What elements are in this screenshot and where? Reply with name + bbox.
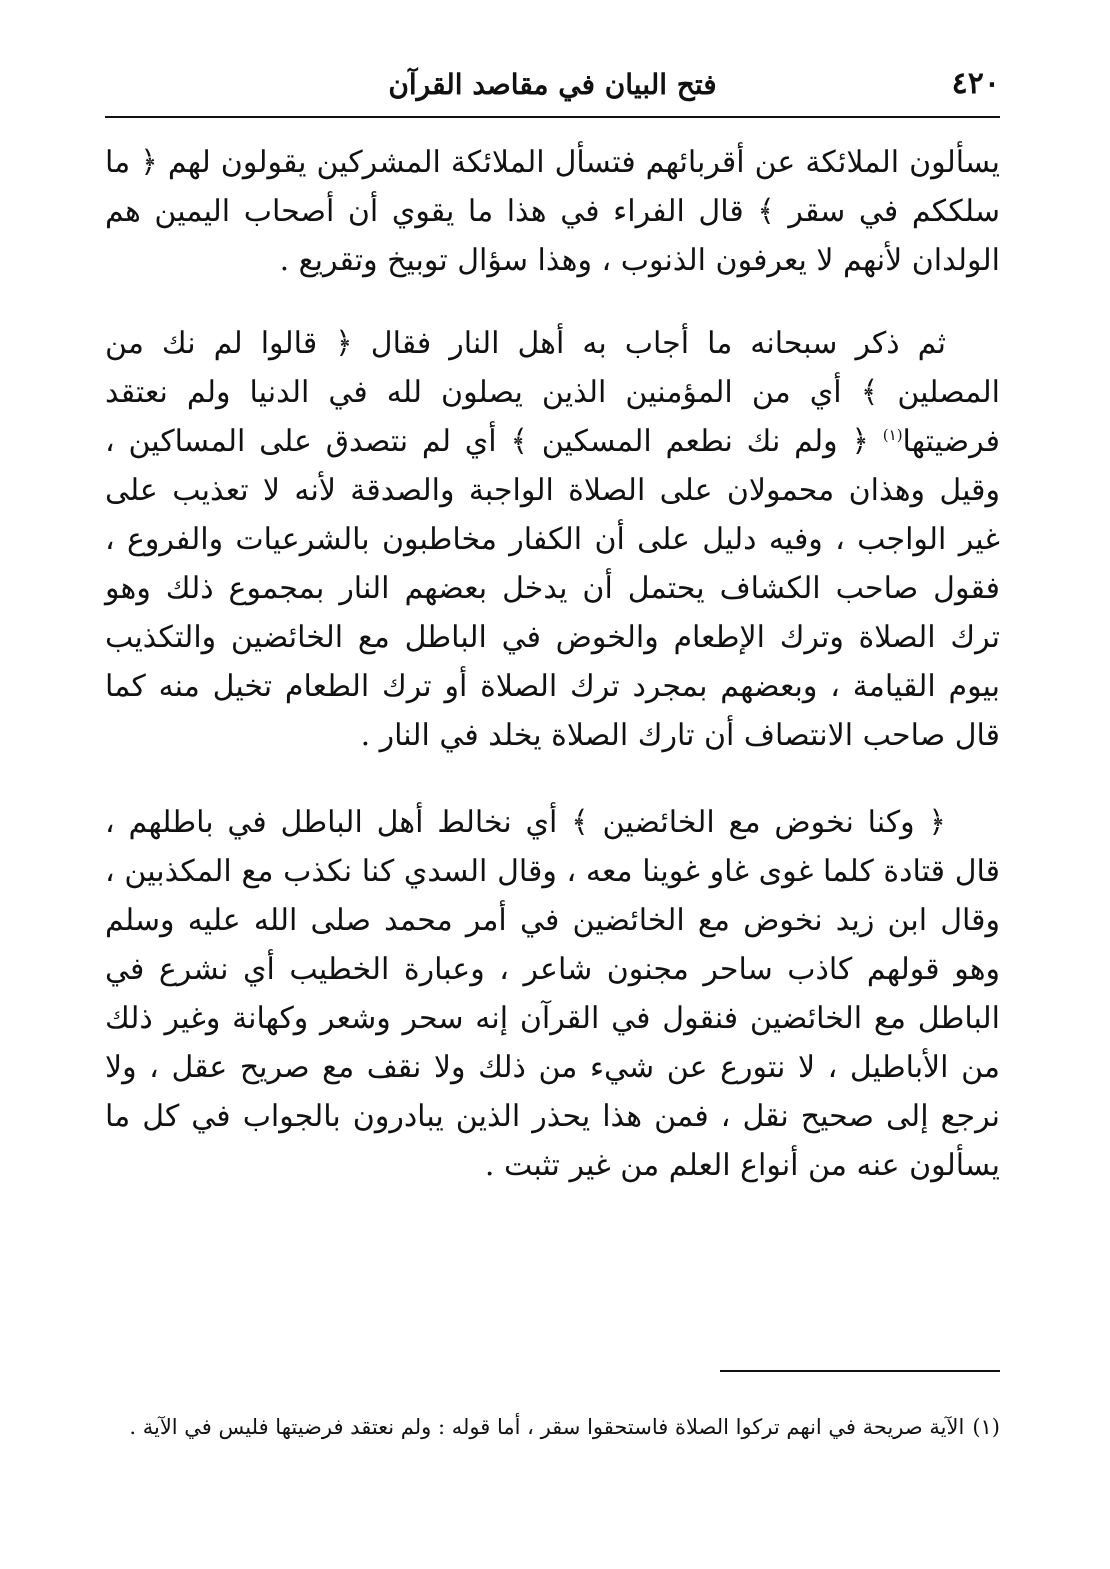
- page-number: ٤٢٠: [951, 66, 1000, 101]
- page-header: [105, 60, 1000, 112]
- footnote: [105, 1410, 1000, 1444]
- paragraph-1: يسألون الملائكة عن أقربائهم فتسأل الملائكة المشركين يقولون لهم ﴿ ما سلككم في سقر ﴾ قال الفراء في هذا ما يقوي أن أصحاب اليمين هم الولدان لأنهم لا يعرفون الذنوب ، وهذا سؤال توبيخ وتقريع .: [105, 145, 1000, 278]
- running-title: فتح البيان في مقاصد القرآن: [388, 68, 717, 101]
- paragraph-3: ﴿ وكنا نخوض مع الخائضين ﴾ أي نخالط أهل الباطل في باطلهم ، قال قتادة كلما غوى غاو غوينا معه ، وقال السدي كنا نكذب مع المكذبين ، وقال ابن زيد نخوض مع الخائضين في أمر محمد صلى الله عليه وسلم وهو قولهم كاذب ساحر مجنون شاعر ، وعبارة الخطيب أي نشرع في الباطل مع الخائضين فنقول في القرآن إنه سحر وشعر وكهانة وغير ذلك من الأباطيل ، لا نتورع عن شيء من ذلك ولا نقف مع صريح عقل ، ولا نرجع إلى صحيح نقل ، فمن هذا يحذر الذين يبادرون بالجواب في كل ما يسألون عنه من أنواع العلم من غير تثبت .: [105, 805, 1000, 1183]
- paragraph-2-part-b: ﴿ ولم نك نطعم المسكين ﴾ أي لم نتصدق على المساكين ، وقيل وهذان محمولان على الصلاة الواجبة والصدقة لأنه لا تعذيب على غير الواجب ، وفيه دليل على أن الكفار مخاطبون بالشرعيات والفروع ، فقول صاحب الكشاف يحتمل أن يدخل بعضهم النار بمجموع ذلك وهو ترك الصلاة وترك الإطعام والخوض في الباطل مع الخائضين والتكذيب بيوم القيامة ، وبعضهم بمجرد ترك الصلاة أو ترك الطعام تخيل منه كما قال صاحب الانتصاف أن تارك الصلاة يخلد في النار .: [105, 424, 1000, 753]
- main-text: [105, 138, 1000, 1190]
- header-rule: [105, 116, 1000, 118]
- paragraph-2-part-a: ثم ذكر سبحانه ما أجاب به أهل النار فقال ﴿ قالوا لم نك من المصلين ﴾ أي من المؤمنين الذين يصلون لله في الدنيا ولم نعتقد فرضيتها: [105, 326, 1000, 459]
- footnote-text: الآية صريحة في انهم تركوا الصلاة فاستحقوا سقر ، أما قوله : ولم نعتقد فرضيتها فليس في الآية .: [129, 1415, 965, 1439]
- footnote-reference[interactable]: (١): [882, 426, 903, 444]
- paragraph-2: [105, 319, 1000, 760]
- footnote-marker: (١): [972, 1415, 1000, 1439]
- footnote-rule: [720, 1370, 1000, 1372]
